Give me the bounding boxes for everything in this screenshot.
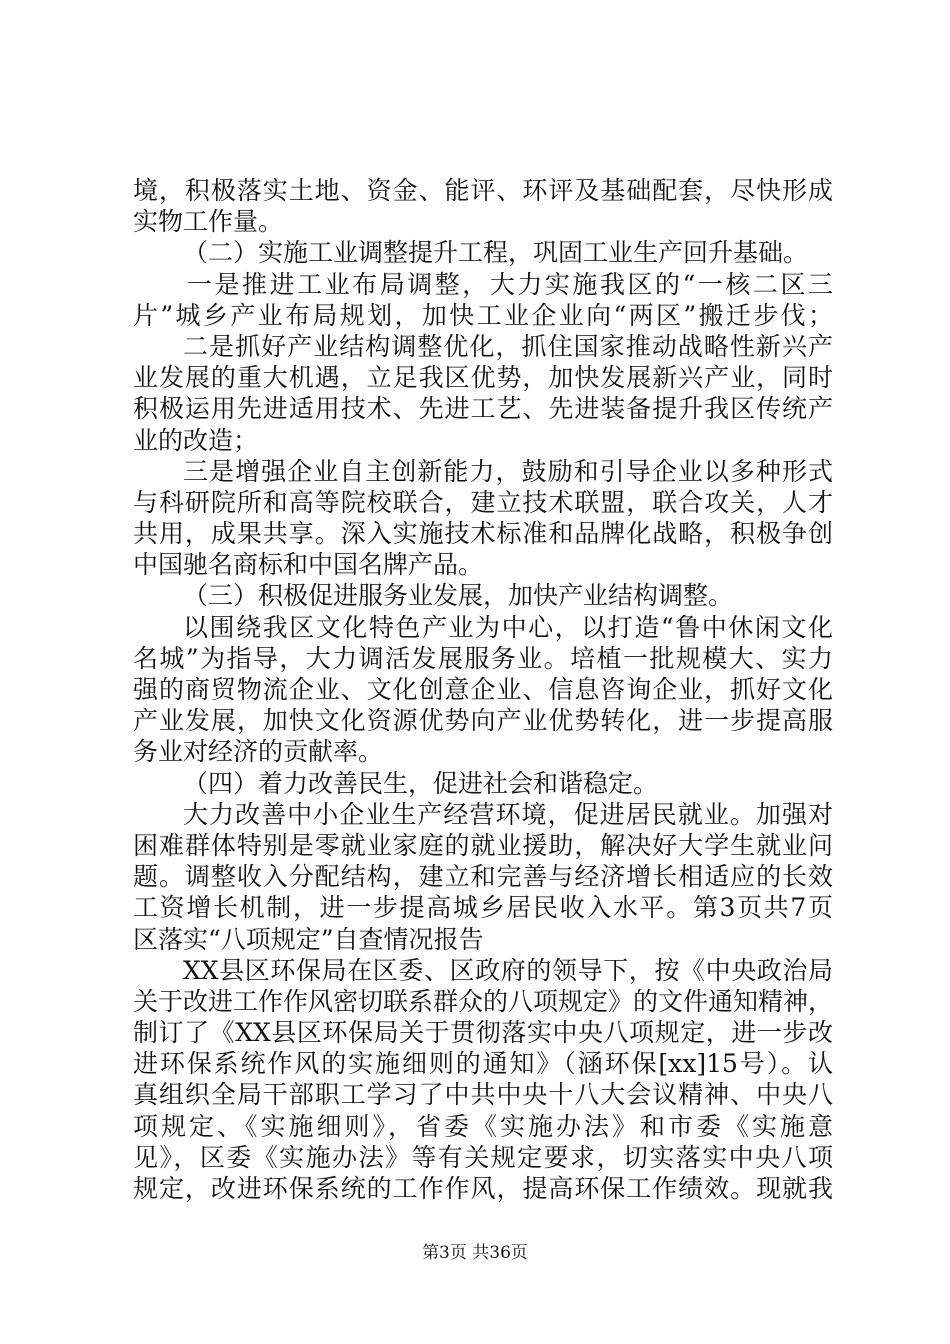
- text-line: 真组织全局干部职工学习了中共中央十八大会议精神、中央八: [133, 1080, 833, 1110]
- text-line: 共用，成果共享。深入实施技术标准和品牌化战略，积极争创: [133, 519, 833, 549]
- section-heading: （四）着力改善民生，促进社会和谐稳定。: [183, 768, 659, 798]
- text-line: 业的改造；: [133, 425, 259, 455]
- text-line: 制订了《XX县区环保局关于贯彻落实中央八项规定，进一步改: [133, 1018, 833, 1048]
- text-line: 产业发展，加快文化资源优势向产业优势转化，进一步提高服: [133, 706, 833, 736]
- text-line: 以围绕我区文化特色产业为中心，以打造“鲁中休闲文化: [183, 612, 833, 642]
- text-line: 积极运用先进适用技术、先进工艺、先进装备提升我区传统产: [133, 394, 833, 424]
- section-heading: （二）实施工业调整提升工程，巩固工业生产回升基础。: [183, 238, 809, 268]
- text-line: 中国驰名商标和中国名牌产品。: [133, 550, 484, 580]
- report-title-line: 区落实“八项规定”自查情况报告: [133, 924, 484, 954]
- text-line: 实物工作量。: [133, 207, 284, 237]
- text-line: 工资增长机制，进一步提高城乡居民收入水平。第3页共7页: [133, 893, 833, 923]
- text-line: 务业对经济的贡献率。: [133, 737, 384, 767]
- text-line: 片”城乡产业布局规划，加快工业企业向“两区”搬迁步伐；: [133, 300, 833, 330]
- text-line: 业发展的重大机遇，立足我区优势，加快发展新兴产业，同时: [133, 363, 833, 393]
- text-line: 规定，改进环保系统的工作作风，提高环保工作绩效。现就我: [133, 1174, 833, 1203]
- text-line: 与科研院所和高等院校联合，建立技术联盟，联合攻关，人才: [133, 487, 833, 517]
- text-line: 进环保系统作风的实施细则的通知》（涵环保[xx]15号）。认: [133, 1049, 833, 1079]
- text-line: 三是增强企业自主创新能力，鼓励和引导企业以多种形式: [183, 456, 833, 486]
- section-heading: （三）积极促进服务业发展，加快产业结构调整。: [183, 581, 734, 611]
- text-line: 名城”为指导，大力调活发展服务业。培植一批规模大、实力: [133, 643, 833, 673]
- text-line: 强的商贸物流企业、文化创意企业、信息咨询企业，抓好文化: [133, 675, 833, 704]
- text-line: 见》，区委《实施办法》等有关规定要求，切实落实中央八项: [133, 1142, 833, 1172]
- text-line: 项规定、《实施细则》，省委《实施办法》和市委《实施意: [133, 1111, 833, 1141]
- text-line: 关于改进工作作风密切联系群众的八项规定》的文件通知精神，: [133, 986, 834, 1016]
- text-line: 二是抓好产业结构调整优化，抓住国家推动战略性新兴产: [183, 331, 833, 361]
- text-line: 一是推进工业布局调整，大力实施我区的“一核二区三: [187, 269, 833, 299]
- document-body: [133, 175, 833, 1204]
- page-footer: [0, 1243, 950, 1263]
- page-number: 第3页 共36页: [422, 1243, 528, 1263]
- text-line: XX县区环保局在区委、区政府的领导下，按《中央政治局: [183, 955, 833, 985]
- text-line: 题。调整收入分配结构，建立和完善与经济增长相适应的长效: [133, 862, 833, 892]
- text-line: 大力改善中小企业生产经营环境，促进居民就业。加强对: [183, 799, 833, 829]
- text-line: 困难群体特别是零就业家庭的就业援助，解决好大学生就业问: [133, 830, 833, 860]
- text-line: 境，积极落实土地、资金、能评、环评及基础配套，尽快形成: [133, 176, 833, 205]
